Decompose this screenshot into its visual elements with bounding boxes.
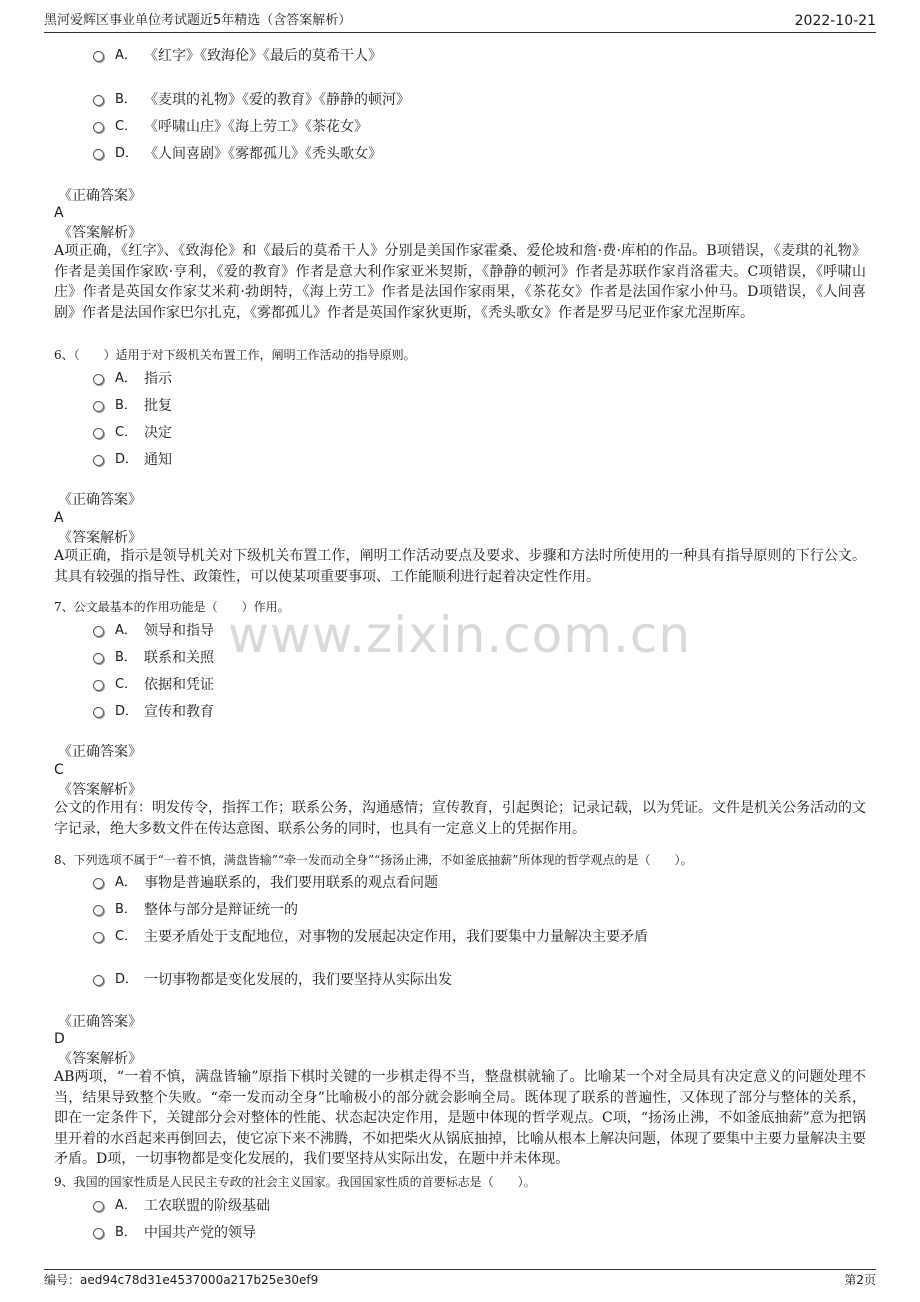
radio-icon[interactable]: [93, 51, 104, 62]
radio-icon[interactable]: [93, 401, 104, 412]
document-title: 黑河爱辉区事业单位考试题近5年精选（含答案解析）: [44, 13, 352, 28]
q6-analysis: A项正确，指示是领导机关对下级机关布置工作，阐明工作活动要点及要求、步骤和方法时所使用的一种具有指导原则的下行公文。其具有较强的指导性、政策性，可以使某项重要事项、工作能顺利进行起着决定性作用。: [54, 548, 866, 585]
option-text: 中国共产党的领导: [144, 1225, 256, 1241]
q8-analysis: AB两项，“一着不慎，满盘皆输”原指下棋时关键的一步棋走得不当，整盘棋就输了。比喻某一个对全局具有决定意义的问题处理不当，结果导致整个失败。“牵一发而动全身”比喻极小的部分就会影响全局。既体现了联系的普遍性，又体现了部分与整体的关系，即在一定条件下，关键部分会对整体的性能、状态起决定作用，是题中体现的哲学观点。C项，“扬汤止沸，不如釜底抽薪”意为把锅里开着的水舀起来再倒回去，使它凉下来不沸腾，不如把柴火从锅底抽掉，比喻从根本上解决问题，体现了要集中主要力量解决主要矛盾。D项，一切事物都是变化发展的，我们要坚持从实际出发，在题中并未体现。: [54, 1069, 866, 1167]
q9-question: 9、我国的国家性质是人民民主专政的社会主义国家。我国国家性质的首要标志是（ ）。: [54, 1175, 536, 1189]
q7-answer-label: 《正确答案》: [58, 744, 142, 760]
q6-analysis-label: 《答案解析》: [58, 530, 142, 546]
q5-analysis: A项正确，《红字》、《致海伦》和《最后的莫希干人》分别是美国作家霍桑、爱伦坡和詹·费·库柏的作品。B项错误，《麦琪的礼物》作者是美国作家欧·亨利，《爱的教育》作者是意大利作家亚米契斯，《静静的顿河》作者是苏联作家肖洛霍夫。C项错误，《呼啸山庄》作者是英国女作家艾米莉·勃朗特，《海上劳工》作者是法国作家雨果，《茶花女》作者是法国作家小仲马。D项错误，《人间喜剧》作者是法国作家巴尔扎克，《雾都孤儿》作者是英国作家狄更斯，《秃头歌女》作者是罗马尼亚作家尤涅斯库。: [54, 243, 866, 321]
q7-answer: C: [54, 762, 64, 778]
radio-icon[interactable]: [93, 626, 104, 637]
option-text: 宣传和教育: [144, 704, 214, 720]
option-letter: C．: [115, 425, 138, 440]
option-text: 工农联盟的阶级基础: [144, 1198, 270, 1214]
option-letter: A．: [115, 48, 137, 63]
q8-question: 8、下列选项不属于“一着不慎，满盘皆输”“牵一发而动全身”“扬汤止沸，不如釜底抽薪”所体现的哲学观点的是（ ）。: [54, 853, 693, 867]
q6-answer: A: [54, 510, 64, 526]
document-code: 编号：aed94c78d31e4537000a217b25e30ef9: [44, 1273, 319, 1287]
radio-icon[interactable]: [93, 707, 104, 718]
q7-analysis: 公文的作用有：明发传令，指挥工作；联系公务，沟通感情；宣传教育，引起舆论；记录记载，以为凭证。文件是机关公务活动的文字记录，绝大多数文件在传达意图、联系公务的同时，也具有一定意义上的凭据作用。: [54, 800, 866, 837]
option-text: 事物是普遍联系的，我们要用联系的观点看问题: [144, 875, 438, 891]
option-letter: B．: [115, 902, 137, 917]
option-text: 领导和指导: [144, 623, 214, 639]
radio-icon[interactable]: [93, 428, 104, 439]
q8-analysis-label: 《答案解析》: [58, 1051, 142, 1067]
page-number: 第2页: [844, 1273, 876, 1287]
option-letter: D．: [115, 972, 139, 987]
option-text: 联系和关照: [144, 650, 214, 666]
q5-answer-label: 《正确答案》: [58, 188, 142, 204]
option-text: 《呼啸山庄》《海上劳工》《茶花女》: [144, 119, 368, 135]
q6-question: 6、（ ）适用于对下级机关布置工作，阐明工作活动的指导原则。: [54, 348, 416, 362]
option-letter: D．: [115, 704, 139, 719]
option-text: 批复: [144, 398, 172, 414]
page-header: [44, 10, 876, 33]
radio-icon[interactable]: [93, 905, 104, 916]
option-letter: A．: [115, 623, 137, 638]
option-letter: B．: [115, 650, 137, 665]
q8-answer: D: [54, 1031, 65, 1047]
option-letter: B．: [115, 398, 137, 413]
option-letter: B．: [115, 92, 137, 107]
q5-analysis-label: 《答案解析》: [58, 225, 142, 241]
radio-icon[interactable]: [93, 1201, 104, 1212]
option-letter: B．: [115, 1225, 137, 1240]
option-letter: A．: [115, 371, 137, 386]
option-text: 依据和凭证: [144, 677, 214, 693]
radio-icon[interactable]: [93, 374, 104, 385]
radio-icon[interactable]: [93, 455, 104, 466]
option-letter: C．: [115, 677, 138, 692]
radio-icon[interactable]: [93, 878, 104, 889]
option-text: 通知: [144, 452, 172, 468]
option-letter: D．: [115, 452, 139, 467]
radio-icon[interactable]: [93, 932, 104, 943]
radio-icon[interactable]: [93, 1228, 104, 1239]
option-text: 决定: [144, 425, 172, 441]
radio-icon[interactable]: [93, 149, 104, 160]
option-text: 《麦琪的礼物》《爱的教育》《静静的顿河》: [144, 92, 410, 108]
option-text: 整体与部分是辩证统一的: [144, 902, 298, 918]
option-letter: A．: [115, 875, 137, 890]
watermark: www.zixin.com.cn: [228, 606, 692, 664]
page-footer: [44, 1269, 876, 1290]
q6-answer-label: 《正确答案》: [58, 492, 142, 508]
option-text: 一切事物都是变化发展的，我们要坚持从实际出发: [144, 972, 452, 988]
option-text: 指示: [144, 371, 172, 387]
q7-analysis-label: 《答案解析》: [58, 782, 142, 798]
radio-icon[interactable]: [93, 680, 104, 691]
option-letter: C．: [115, 929, 138, 944]
option-letter: D．: [115, 146, 139, 161]
document-date: 2022-10-21: [794, 13, 876, 29]
q7-question: 7、公文最基本的作用功能是（ ）作用。: [54, 600, 290, 614]
option-letter: A．: [115, 1198, 137, 1213]
q8-answer-label: 《正确答案》: [58, 1014, 142, 1030]
option-text: 主要矛盾处于支配地位，对事物的发展起决定作用，我们要集中力量解决主要矛盾: [144, 929, 648, 945]
radio-icon[interactable]: [93, 95, 104, 106]
radio-icon[interactable]: [93, 122, 104, 133]
option-text: 《人间喜剧》《雾都孤儿》《秃头歌女》: [144, 146, 382, 162]
radio-icon[interactable]: [93, 653, 104, 664]
option-text: 《红字》《致海伦》《最后的莫希干人》: [144, 48, 382, 64]
q5-answer: A: [54, 205, 64, 221]
radio-icon[interactable]: [93, 975, 104, 986]
option-letter: C．: [115, 119, 138, 134]
